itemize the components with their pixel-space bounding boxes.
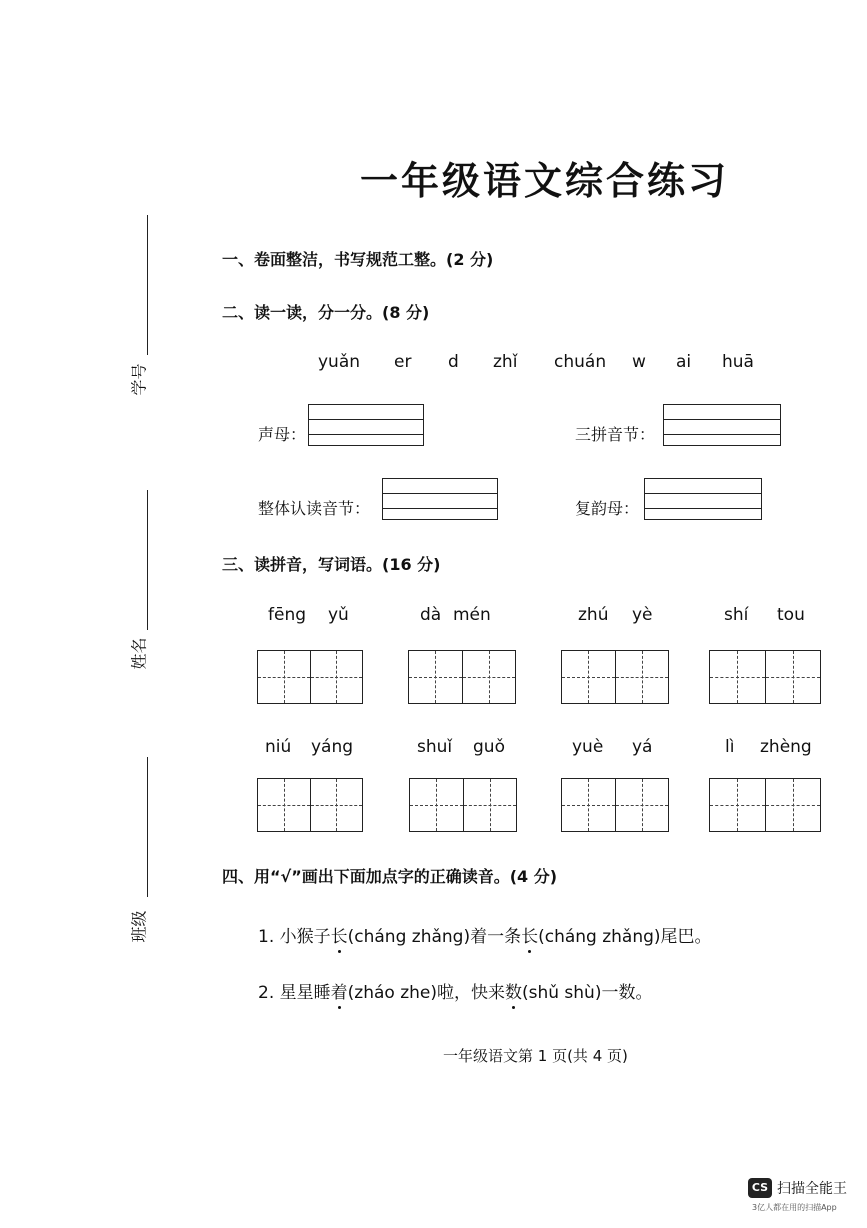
question-3: 三、读拼音，写词语。(16 分) [222,555,441,574]
watermark-name: 扫描全能王 [777,1181,847,1197]
word-pinyin: yá [632,737,653,757]
student-no-line [147,215,148,355]
word-pinyin: lì [725,737,735,757]
word-pinyin: niú [265,737,292,757]
syllable: er [394,352,412,372]
label-fuyunmu: 复韵母： [575,499,640,518]
name-label: 姓名 [129,637,149,670]
syllable: huā [722,352,754,372]
word-pinyin: tou [777,605,805,625]
writing-grid[interactable] [709,650,821,704]
sentence-1 [258,922,712,947]
writing-grid[interactable] [409,778,517,832]
word-pinyin: fēng [268,605,307,625]
dotted-char: 着 [331,978,348,1003]
word-pinyin: zhèng [760,737,812,757]
dotted-char: 长 [521,922,538,947]
writing-grid[interactable] [257,778,363,832]
syllable: d [448,352,459,372]
word-pinyin: zhú [578,605,609,625]
answer-box-fuyunmu[interactable] [644,478,762,520]
word-pinyin: dà [420,605,442,625]
syllable: ai [676,352,692,372]
watermark-subtitle: 3亿人都在用的扫描App [752,1203,837,1212]
sentence-number: 1. [258,927,275,947]
label-sanpin: 三拼音节： [575,425,656,444]
syllable: zhǐ [493,352,518,372]
camscanner-logo-icon: CS [748,1178,772,1198]
word-pinyin: yǔ [328,605,349,625]
question-1: 一、卷面整洁，书写规范工整。(2 分) [222,250,494,269]
writing-grid[interactable] [257,650,363,704]
name-line [147,490,148,630]
label-zhengti: 整体认读音节： [258,499,371,518]
sentence-number: 2. [258,983,275,1003]
sentence-text: (zháo zhe)啦，快来 [347,983,505,1003]
question-4: 四、用“√”画出下面加点字的正确读音。(4 分) [222,867,558,886]
word-pinyin: yuè [572,737,604,757]
label-shengmu: 声母： [258,425,307,444]
word-pinyin: yáng [311,737,354,757]
sentence-text: (cháng zhǎng)着一条 [347,927,522,947]
syllable: chuán [554,352,607,372]
class-line [147,757,148,897]
sentence-text: (shǔ shù)一数。 [521,983,653,1003]
word-pinyin: mén [453,605,491,625]
writing-grid[interactable] [561,650,669,704]
sentence-text: 星星睡 [279,983,331,1003]
student-no-label: 学号 [129,363,149,396]
sentence-2 [258,978,652,1003]
page-footer: 一年级语文第 1 页(共 4 页) [443,1047,628,1065]
writing-grid[interactable] [408,650,516,704]
dotted-char: 数 [505,978,522,1003]
writing-grid[interactable] [709,778,821,832]
word-pinyin: shí [724,605,749,625]
syllable: yuǎn [318,352,361,372]
word-pinyin: yè [632,605,653,625]
dotted-char: 长 [331,922,348,947]
word-pinyin: guǒ [473,737,505,757]
writing-grid[interactable] [561,778,669,832]
answer-box-zhengti[interactable] [382,478,498,520]
page-title: 一年级语文综合练习 [360,158,730,203]
word-pinyin: shuǐ [417,737,453,757]
class-label: 班级 [129,910,149,943]
answer-box-sanpin[interactable] [663,404,781,446]
question-2: 二、读一读，分一分。(8 分) [222,303,430,322]
sentence-text: 小猴子 [279,927,331,947]
syllable: w [632,352,646,372]
sentence-text: (cháng zhǎng)尾巴。 [538,927,712,947]
answer-box-shengmu[interactable] [308,404,424,446]
